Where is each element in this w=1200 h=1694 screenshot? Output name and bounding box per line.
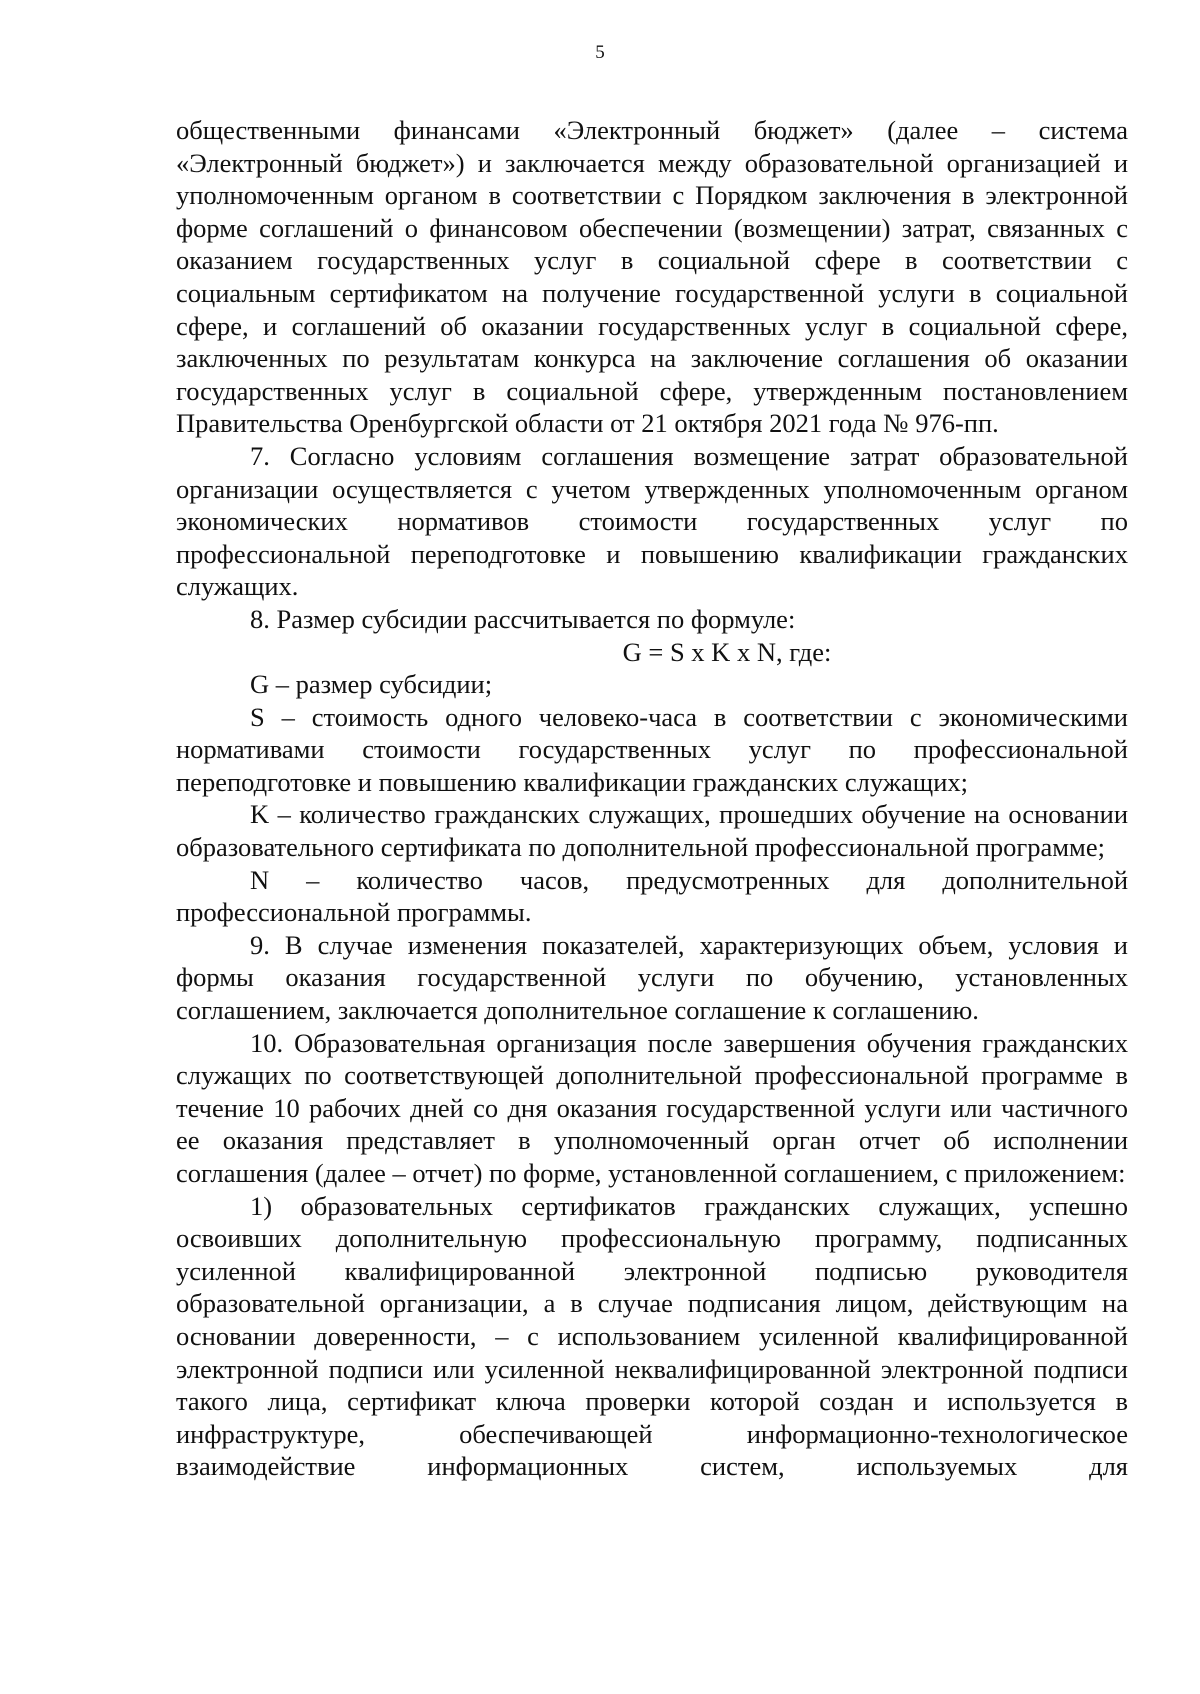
formula-term-g: G – размер субсидии; (250, 669, 493, 700)
formula-term-s: S – стоимость одного человеко-часа в соответствии с экономическими нормативами стоимости государственных услуг по профессиональной переподготовке и повышению квалификации гражданских служащих; (176, 701, 1128, 797)
paragraph-7: 7. Согласно условиям соглашения возмещение затрат образовательной организации осуществляется с учетом утвержденных уполномоченным органом экономических нормативов стоимости государственных услуг по профессиональной переподготовке и повышению квалификации гражданских служащих. (176, 440, 1128, 602)
paragraph-10-item-1: 1) образовательных сертификатов гражданских служащих, успешно освоивших дополнительную профессиональную программу, подписанных усиленной квалифицированной электронной подписью руководителя образовательной организации, а в случае подписания лицом, действующим на основании доверенности, – с использованием усиленной квалифицированной электронной подписи или усиленной неквалифицированной электронной подписи такого лица, сертификат ключа проверки которой создан и используется в инфраструктуре, обеспечивающей информационно-технологическое взаимодействие информационных систем, используемых для (176, 1190, 1128, 1482)
paragraph-8: 8. Размер субсидии рассчитывается по формуле: (250, 603, 796, 634)
formula-term-n: N – количество часов, предусмотренных для дополнительной профессиональной программы. (176, 864, 1128, 928)
page-number: 5 (595, 42, 605, 63)
formula-term-k: K – количество гражданских служащих, прошедших обучение на основании образовательного сертификата по дополнительной профессиональной программе; (176, 799, 1128, 863)
paragraph-9: 9. В случае изменения показателей, характеризующих объем, условия и формы оказания государственной услуги по обучению, установленных соглашением, заключается дополнительное соглашение к соглашению. (176, 929, 1128, 1026)
paragraph-6-continuation: общественными финансами «Электронный бюджет» (далее – система «Электронный бюджет») и заключается между образовательной организацией и уполномоченным органом в соответствии с Порядком заключения в электронной форме соглашений о финансовом обеспечении (возмещении) затрат, связанных с оказанием государственных услуг в социальной сфере в соответствии с социальным сертификатом на получение государственной услуги в социальной сфере, и соглашений об оказании государственных услуг в социальной сфере, заключенных по результатам конкурса на заключение соглашения об оказании государственных услуг в социальной сфере, утвержденным постановлением Правительства Оренбургской области от 21 октября 2021 года № 976-пп. (176, 115, 1128, 439)
paragraph-10: 10. Образовательная организация после завершения обучения гражданских служащих по соответствующей дополнительной профессиональной программе в течение 10 рабочих дней со дня оказания государственной услуги или частичного ее оказания представляет в уполномоченный орган отчет об исполнении соглашения (далее – отчет) по форме, установленной соглашением, с приложением: (176, 1027, 1128, 1188)
document-body (176, 114, 1128, 1483)
subsidy-formula: G = S x K x N, где: (622, 636, 832, 667)
